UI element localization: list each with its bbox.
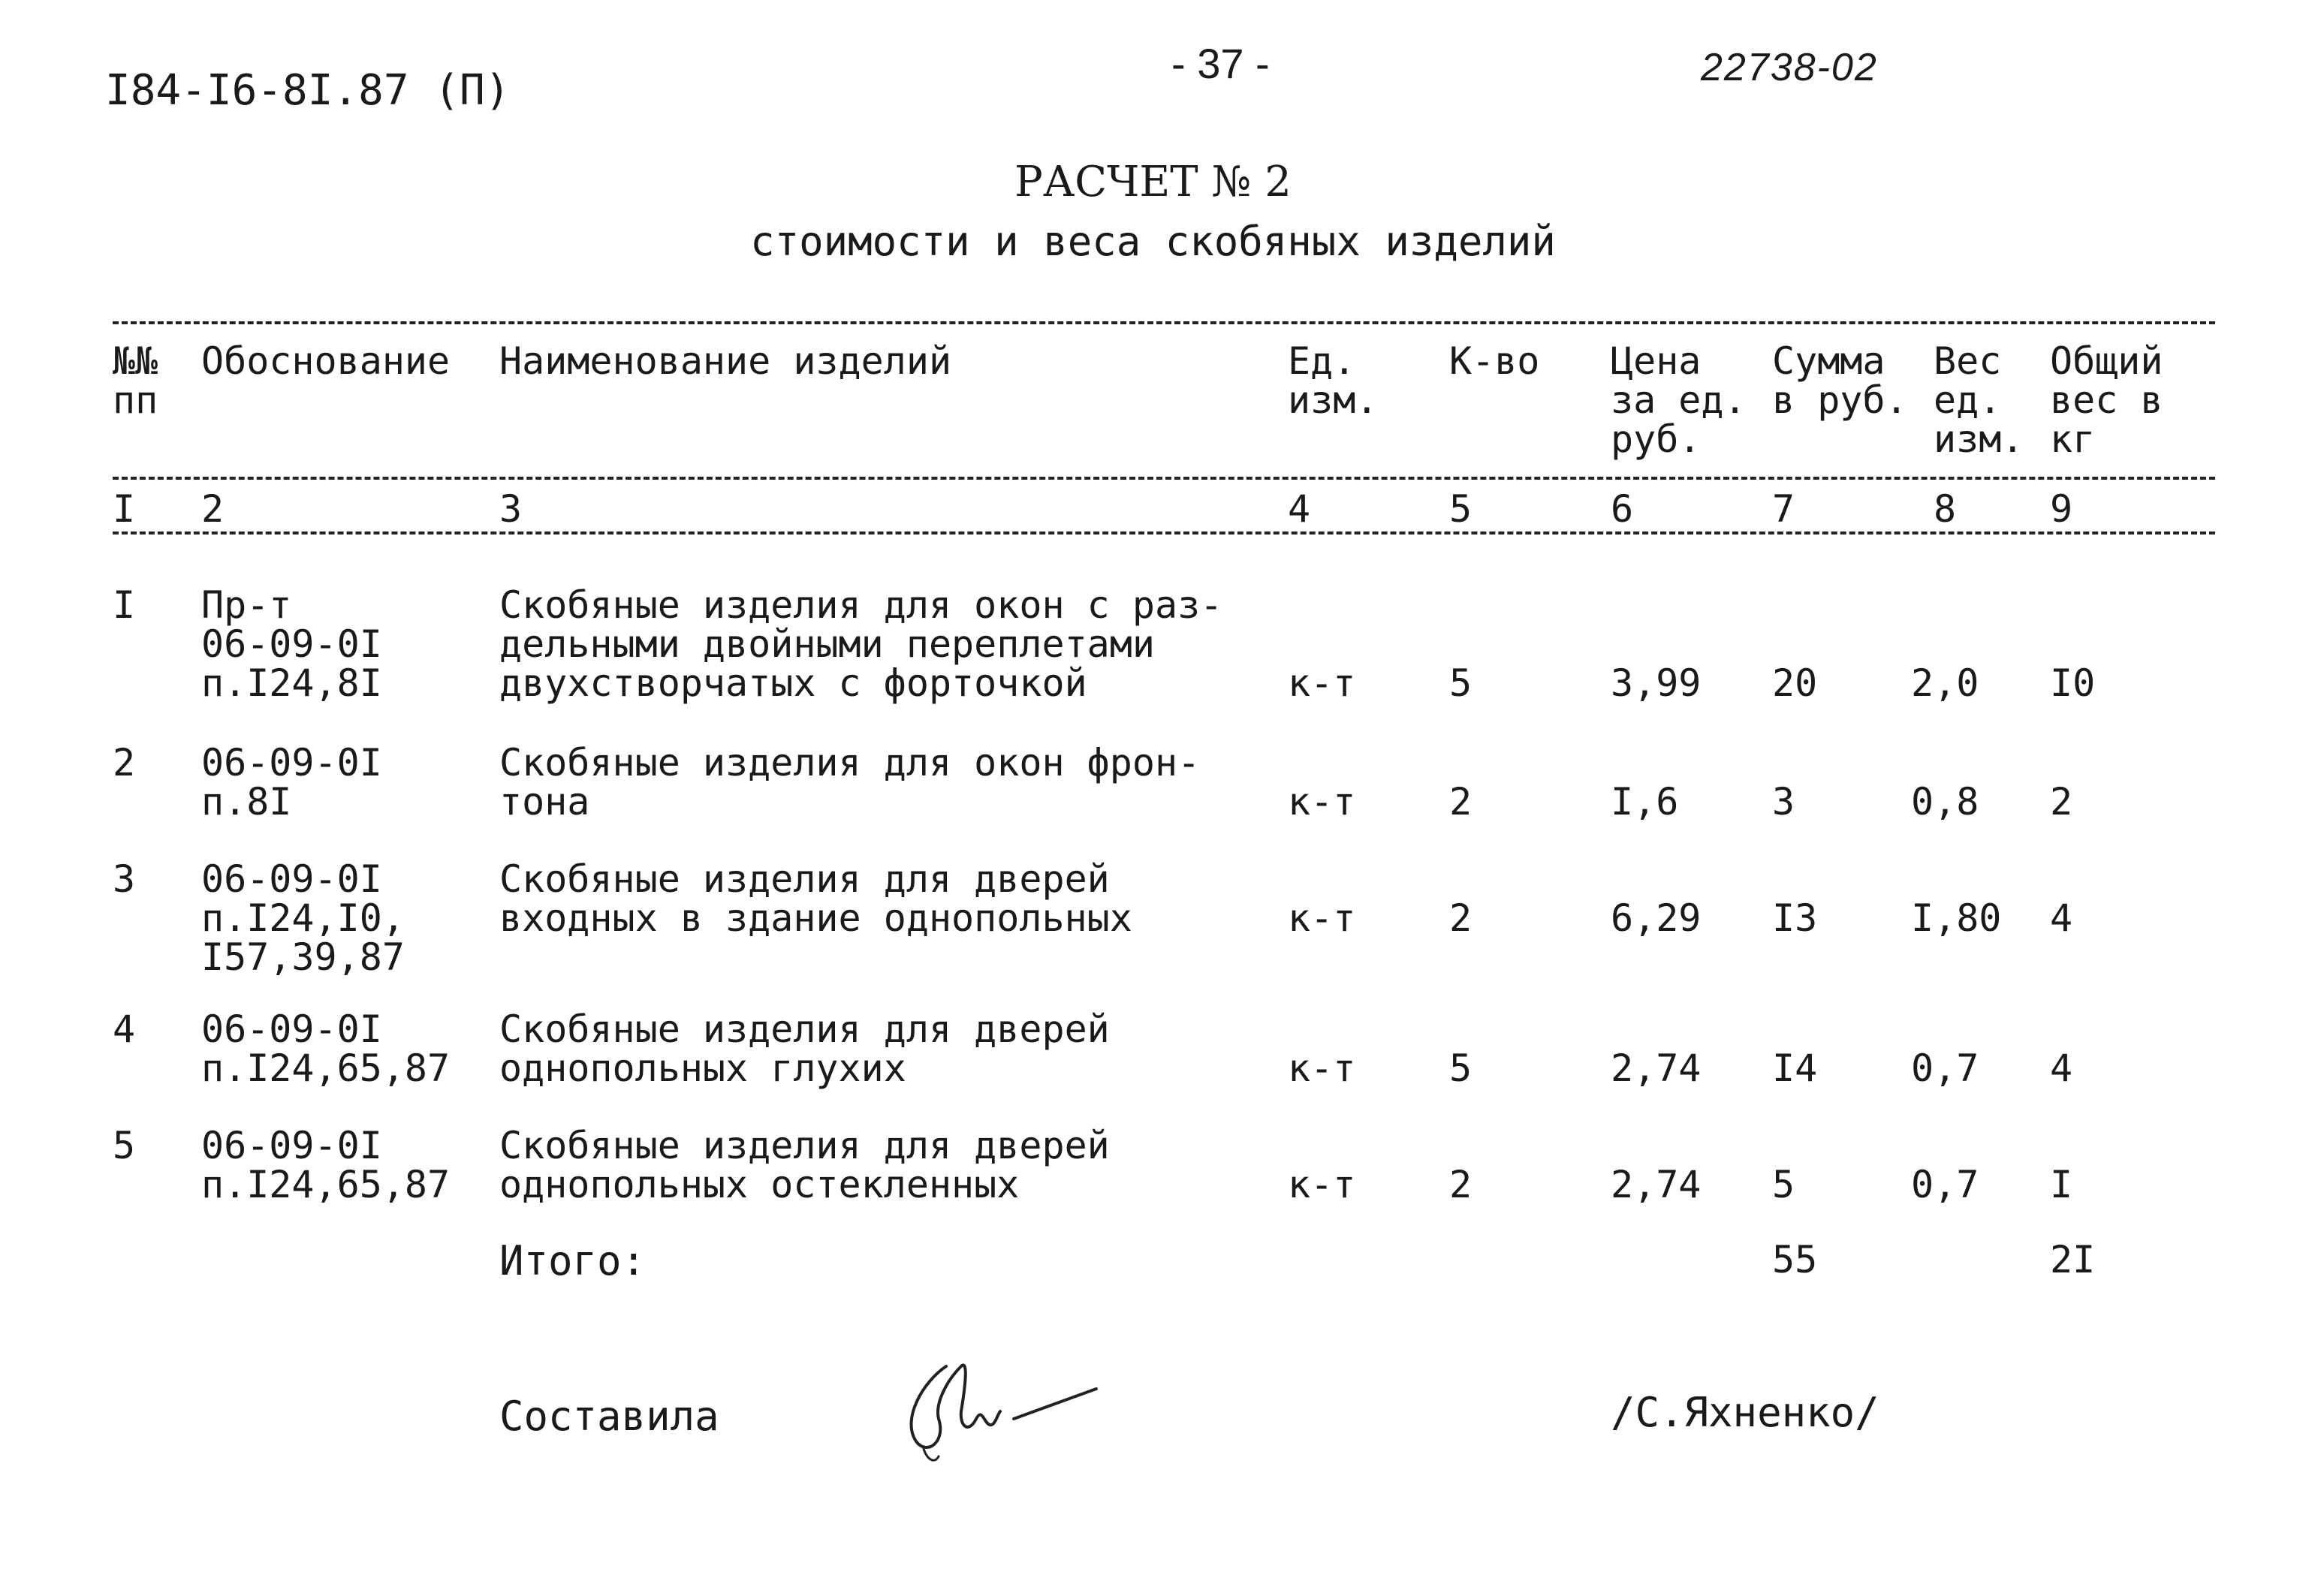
row-sum: I3 xyxy=(1772,896,1818,940)
row-price: I,6 xyxy=(1611,780,1679,824)
row-price: 6,29 xyxy=(1611,896,1702,940)
col-number: 6 xyxy=(1611,487,1634,531)
row-total-weight: I xyxy=(2050,1163,2073,1206)
row-total-weight: 4 xyxy=(2050,1046,2073,1090)
row-num: 5 xyxy=(113,1124,136,1167)
row-unit: к-т xyxy=(1288,896,1356,940)
document-code: I84-I6-8I.87 (П) xyxy=(105,66,511,115)
col-number: 2 xyxy=(201,487,225,531)
col-number: 8 xyxy=(1934,487,1957,531)
total-sum: 55 xyxy=(1772,1238,1818,1281)
row-basis: Пр-т 06-09-0I п.I24,8I xyxy=(201,583,382,705)
col-number: I xyxy=(113,487,136,531)
col-number: 4 xyxy=(1288,487,1311,531)
row-basis: 06-09-0I п.I24,65,87 xyxy=(201,1124,451,1206)
col-header-unit-weight: Вес ед. изм. xyxy=(1934,339,2024,461)
signer-name: /С.Яхненко/ xyxy=(1611,1389,1879,1436)
col-number: 5 xyxy=(1449,487,1473,531)
row-sum: 20 xyxy=(1772,661,1818,705)
page-subtitle: стоимости и веса скобяных изделий xyxy=(750,218,1556,265)
row-qty: 2 xyxy=(1449,896,1473,940)
row-qty: 2 xyxy=(1449,780,1473,824)
row-name: Скобяные изделия для дверей однопольных глухих xyxy=(499,1007,1110,1090)
row-qty: 5 xyxy=(1449,1046,1473,1090)
row-basis: 06-09-0I п.I24,65,87 xyxy=(201,1007,451,1090)
row-name: Скобяные изделия для дверей входных в здание однопольных xyxy=(499,857,1132,940)
row-name: Скобяные изделия для окон фрон- тона xyxy=(499,741,1201,824)
row-price: 2,74 xyxy=(1611,1163,1702,1206)
row-sum: 3 xyxy=(1772,780,1795,824)
col-header-num: №№ пп xyxy=(113,339,158,422)
row-basis: 06-09-0I п.I24,I0, I57,39,87 xyxy=(201,857,405,979)
row-sum: I4 xyxy=(1772,1046,1818,1090)
col-header-name: Наименование изделий xyxy=(499,339,952,383)
total-weight: 2I xyxy=(2050,1238,2096,1281)
col-header-unit: Ед. изм. xyxy=(1288,339,1379,422)
col-header-price: Цена за ед. руб. xyxy=(1611,339,1747,461)
row-total-weight: 2 xyxy=(2050,780,2073,824)
row-unit-weight: 0,7 xyxy=(1911,1163,1979,1206)
col-number: 9 xyxy=(2050,487,2073,531)
row-unit: к-т xyxy=(1288,780,1356,824)
row-num: I xyxy=(113,583,136,627)
table-top-rule xyxy=(113,321,2215,324)
row-unit-weight: 0,8 xyxy=(1911,780,1979,824)
col-header-qty: К-во xyxy=(1449,339,1540,383)
row-qty: 2 xyxy=(1449,1163,1473,1206)
row-unit-weight: 2,0 xyxy=(1911,661,1979,705)
row-num: 4 xyxy=(113,1007,136,1051)
total-label: Итого: xyxy=(499,1237,647,1284)
row-num: 3 xyxy=(113,857,136,901)
row-unit-weight: 0,7 xyxy=(1911,1046,1979,1090)
page-number: - 37 - xyxy=(1171,40,1270,87)
row-name: Скобяные изделия для окон с раз- дельными двойными переплетами двухстворчатых с форточкой xyxy=(499,583,1223,705)
row-unit: к-т xyxy=(1288,1163,1356,1206)
row-basis: 06-09-0I п.8I xyxy=(201,741,382,824)
row-unit: к-т xyxy=(1288,1046,1356,1090)
column-numbers-rule xyxy=(113,531,2215,535)
handwritten-signature xyxy=(894,1336,1104,1471)
col-header-sum: Сумма в руб. xyxy=(1772,339,1908,422)
inventory-number: 22738-02 xyxy=(1701,46,1878,89)
row-qty: 5 xyxy=(1449,661,1473,705)
row-total-weight: 4 xyxy=(2050,896,2073,940)
row-name: Скобяные изделия для дверей однопольных остекленных xyxy=(499,1124,1110,1206)
row-sum: 5 xyxy=(1772,1163,1795,1206)
row-num: 2 xyxy=(113,741,136,784)
header-bottom-rule xyxy=(113,477,2215,480)
col-header-basis: Обоснование xyxy=(201,339,451,383)
composed-by-label: Составила xyxy=(499,1393,719,1440)
col-number: 7 xyxy=(1772,487,1795,531)
row-unit: к-т xyxy=(1288,661,1356,705)
page-title: РАСЧЕТ № 2 xyxy=(1014,158,1292,206)
row-price: 3,99 xyxy=(1611,661,1702,705)
row-price: 2,74 xyxy=(1611,1046,1702,1090)
row-unit-weight: I,80 xyxy=(1911,896,2002,940)
col-header-total-weight: Общий вес в кг xyxy=(2050,339,2163,461)
row-total-weight: I0 xyxy=(2050,661,2096,705)
col-number: 3 xyxy=(499,487,523,531)
